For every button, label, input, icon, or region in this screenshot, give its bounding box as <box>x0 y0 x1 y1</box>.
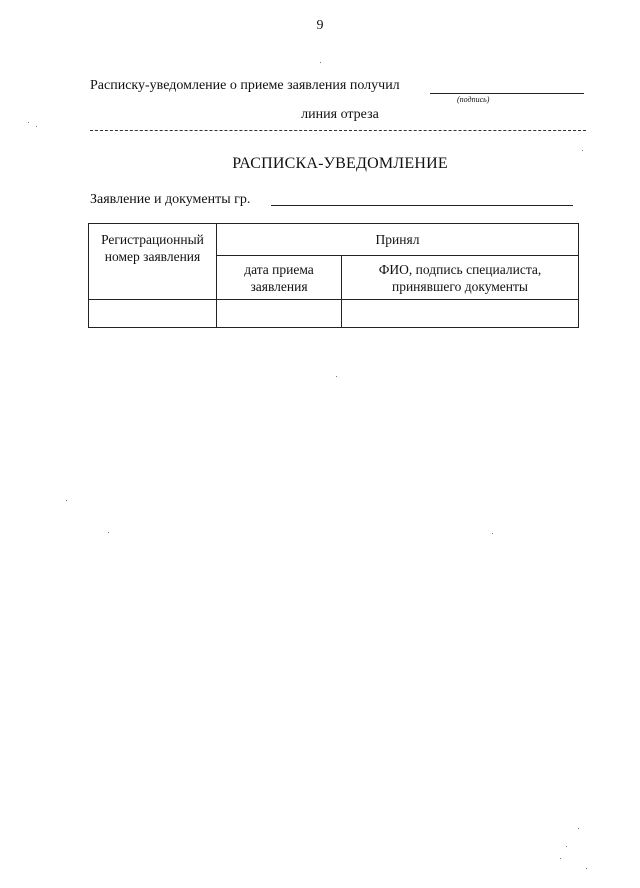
reg-number-cell[interactable] <box>89 300 217 328</box>
scan-speck <box>66 500 67 501</box>
date-header-cell <box>217 256 342 300</box>
specialist-header-cell <box>342 256 579 300</box>
specialist-cell[interactable] <box>342 300 579 328</box>
specialist-header-line-1: ФИО, подпись специалиста, <box>378 261 542 277</box>
reg-number-header-line-2: номер заявления <box>104 249 201 264</box>
scan-speck <box>336 376 337 377</box>
applicant-name-blank-line[interactable] <box>271 205 573 206</box>
scan-speck <box>28 122 29 123</box>
page-number: 9 <box>316 18 324 33</box>
specialist-header-line-2: принявшего документы <box>391 278 528 294</box>
scan-speck <box>566 846 567 847</box>
reg-number-header-line-1: Регистрационный <box>101 232 204 247</box>
reg-number-header-cell <box>89 224 217 300</box>
date-header-line-1: дата приема <box>244 261 314 277</box>
signature-caption: (подпись) <box>457 95 490 104</box>
scan-speck <box>560 858 561 859</box>
date-header-line-2: заявления <box>250 278 308 294</box>
scan-speck <box>582 150 583 151</box>
cut-line <box>90 130 586 131</box>
date-cell[interactable] <box>217 300 342 328</box>
table-row <box>89 300 579 328</box>
scan-speck <box>492 533 493 534</box>
receipt-table <box>88 223 579 328</box>
document-title: РАСПИСКА-УВЕДОМЛЕНИЕ <box>232 155 448 172</box>
applicant-label: Заявление и документы гр. <box>90 192 251 207</box>
receipt-acknowledgement-text: Расписку-уведомление о приеме заявления получил <box>90 78 400 93</box>
scan-speck <box>108 532 109 533</box>
table-header-row <box>89 224 579 256</box>
scan-speck <box>36 126 37 127</box>
scan-speck <box>320 62 321 63</box>
scan-speck <box>586 868 587 869</box>
accepted-header-cell: Принял <box>217 224 579 256</box>
cut-line-label: линия отреза <box>301 107 379 122</box>
signature-blank-line[interactable] <box>430 93 584 94</box>
scan-speck <box>578 828 579 829</box>
